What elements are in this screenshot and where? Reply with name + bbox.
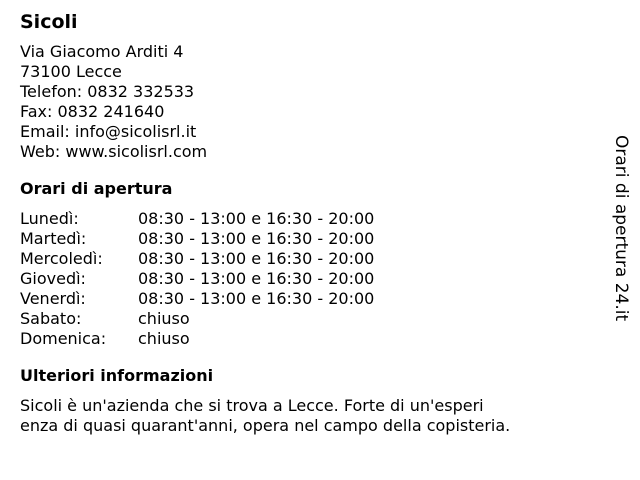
fax-line: Fax: 0832 241640	[20, 102, 165, 121]
hours-row-tuesday	[20, 229, 374, 249]
day-hours: chiuso	[138, 309, 190, 328]
site-watermark: Orari di apertura 24.it	[611, 135, 631, 322]
day-label: Martedì:	[20, 229, 87, 248]
email-line: Email: info@sicolisrl.it	[20, 122, 197, 141]
day-label: Venerdì:	[20, 289, 86, 308]
phone-line: Telefon: 0832 332533	[20, 82, 195, 101]
web-line: Web: www.sicolisrl.com	[20, 142, 208, 161]
opening-hours-table	[20, 209, 374, 349]
hours-row-thursday	[20, 269, 374, 289]
day-label: Giovedì:	[20, 269, 86, 288]
address-street: Via Giacomo Arditi 4	[20, 42, 184, 61]
description-line: Sicoli è un'azienda che si trova a Lecce. Forte di un'esperi	[20, 396, 484, 415]
description-line: enza di quasi quarant'anni, opera nel campo della copisteria.	[20, 416, 511, 435]
day-hours: 08:30 - 13:00 e 16:30 - 20:00	[138, 209, 375, 228]
day-hours: 08:30 - 13:00 e 16:30 - 20:00	[138, 289, 375, 308]
day-hours: chiuso	[138, 329, 190, 348]
more-info-heading: Ulteriori informazioni	[20, 366, 214, 385]
address-city: 73100 Lecce	[20, 62, 122, 81]
opening-hours-heading: Orari di apertura	[20, 179, 173, 198]
day-label: Mercoledì:	[20, 249, 103, 268]
hours-row-friday	[20, 289, 374, 309]
hours-row-saturday	[20, 309, 374, 329]
day-label: Sabato:	[20, 309, 82, 328]
business-card	[20, 10, 600, 436]
hours-row-monday	[20, 209, 374, 229]
business-name: Sicoli	[20, 11, 78, 33]
hours-row-wednesday	[20, 249, 374, 269]
hours-row-sunday	[20, 329, 374, 349]
description	[20, 396, 580, 436]
day-hours: 08:30 - 13:00 e 16:30 - 20:00	[138, 249, 375, 268]
day-label: Lunedì:	[20, 209, 79, 228]
day-hours: 08:30 - 13:00 e 16:30 - 20:00	[138, 269, 375, 288]
day-hours: 08:30 - 13:00 e 16:30 - 20:00	[138, 229, 375, 248]
day-label: Domenica:	[20, 329, 107, 348]
